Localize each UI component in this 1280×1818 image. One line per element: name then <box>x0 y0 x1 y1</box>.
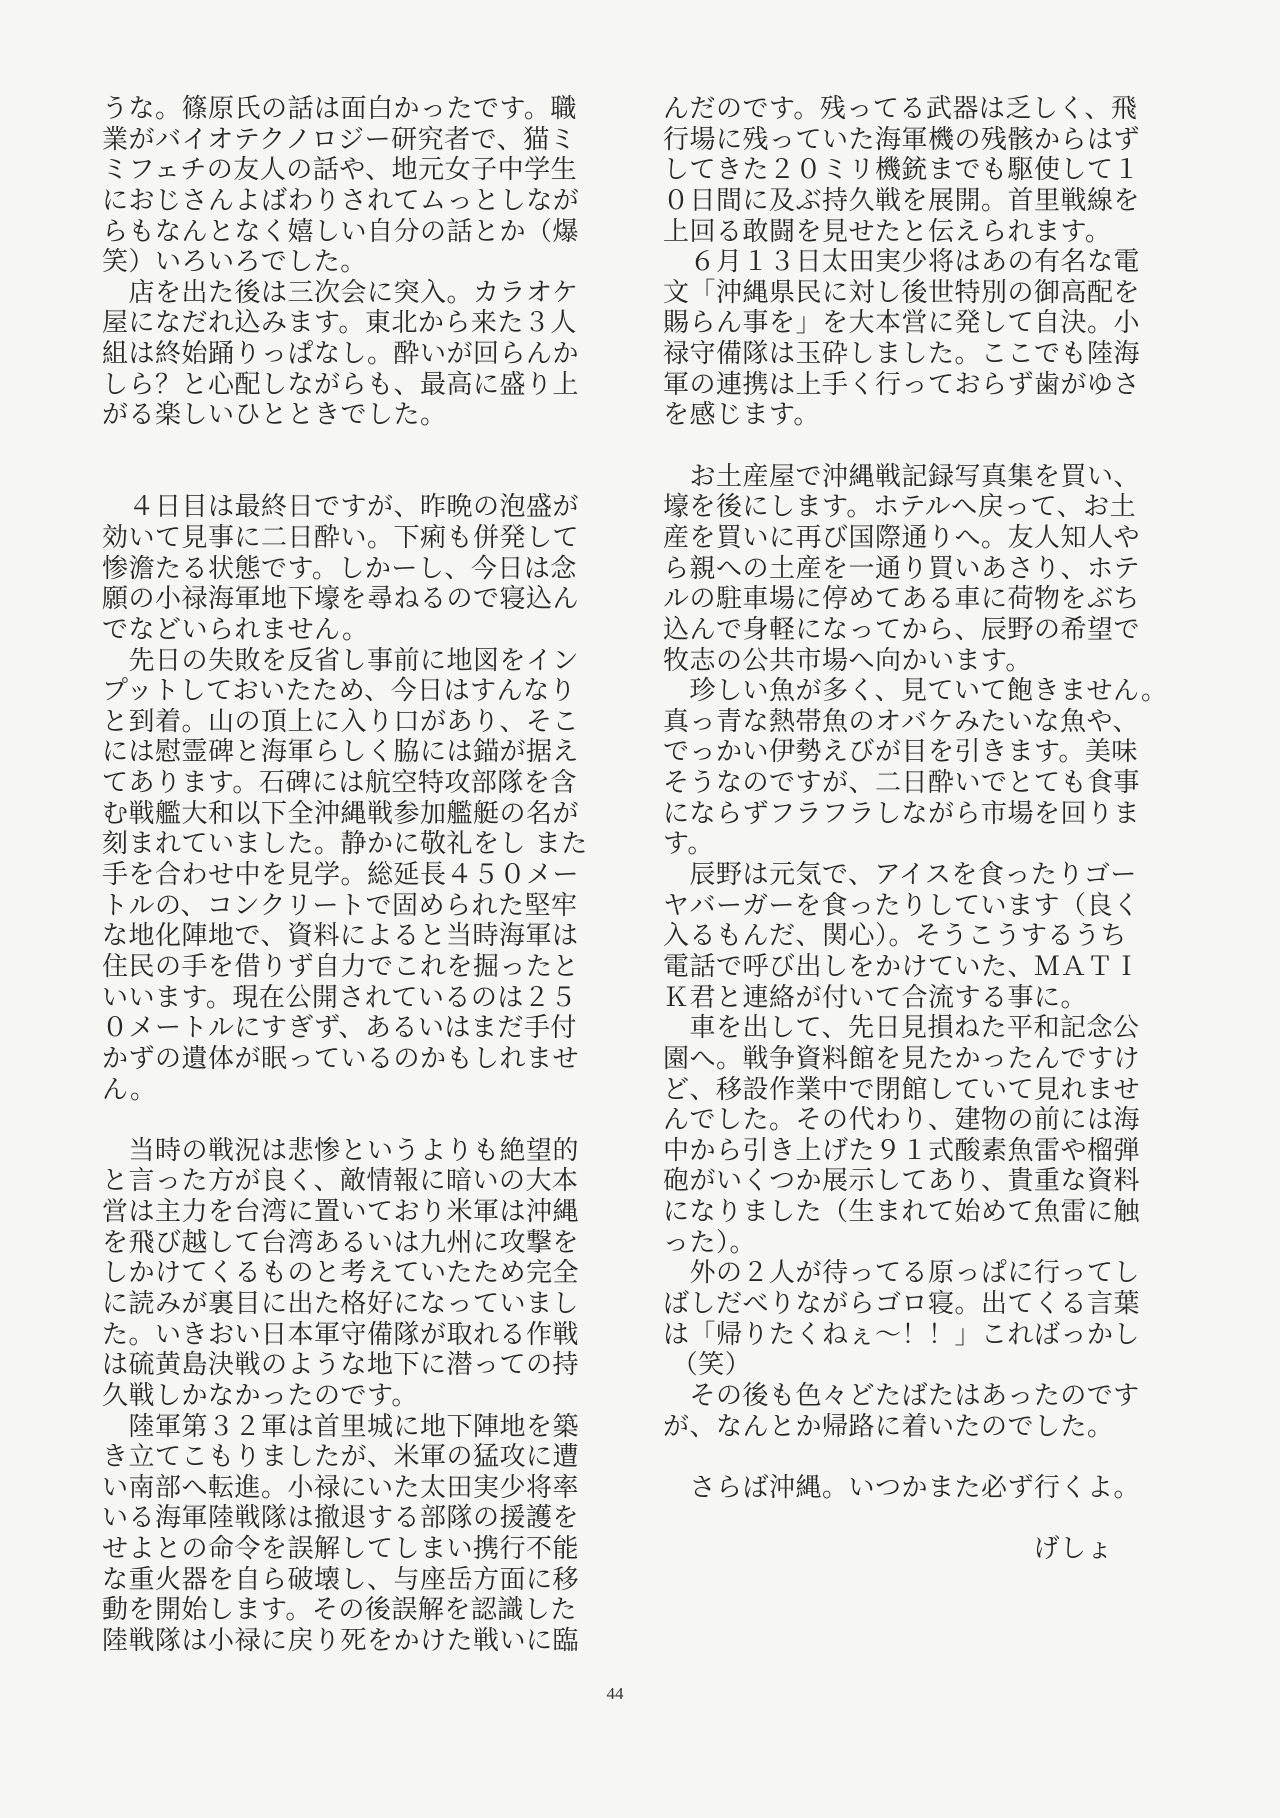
text-line: 入るもんだ、関心）。そうこうするうち <box>663 921 1128 952</box>
text-line: 当時の戦況は悲惨というよりも絶望的 <box>102 1135 580 1166</box>
text-line: 組は終始踊りっぱなし。酔いが回らんか <box>102 339 580 370</box>
text-line: プットしておいたため、今日はすんなり <box>102 676 577 707</box>
text-line: ミフェチの友人の話や、地元女子中学生 <box>102 155 578 186</box>
text-line: かずの遺体が眠っているのかもしれませ <box>102 1043 580 1074</box>
text-line: ヤバーガーを食ったりしています（良く <box>663 890 1140 921</box>
text-line: 行場に残っていた海軍機の残骸からはず <box>663 124 1141 155</box>
text-line: ん。 <box>102 1074 157 1105</box>
text-line: 久戦しかなかったのです。 <box>102 1380 418 1411</box>
text-line: に読みが裏目に出た格好になっていまし <box>102 1288 580 1319</box>
text-line: 中から引き上げた９１式酸素魚雷や榴弾 <box>663 1135 1141 1166</box>
text-line: 外の２人が待ってる原っぱに行ってし <box>663 1258 1141 1289</box>
text-line: ０日間に及ぶ持久戦を展開。首里戦線を <box>663 185 1141 216</box>
text-line: 営は主力を台湾に置いており米軍は沖縄 <box>102 1197 580 1228</box>
text-line: そうなのですが、二日酔いでとても食事 <box>663 768 1141 799</box>
text-line: 動を開始します。その後誤解を認識した <box>102 1595 577 1626</box>
text-line: してきた２０ミリ機銃までも駆使して１ <box>663 155 1141 186</box>
text-line: 込んで身軽になってから、辰野の希望で <box>663 614 1141 645</box>
text-line: でっかい伊勢えびが目を引きます。美味 <box>663 737 1138 768</box>
text-line <box>102 431 572 462</box>
text-line: 園へ。戦争資料館を見たかったんですけ <box>663 1043 1141 1074</box>
text-line: ルの駐車場に停めてある車に荷物をぶち <box>663 584 1141 615</box>
text-line: には慰霊碑と海軍らしく脇には錨が据え <box>102 737 580 768</box>
text-line: んだのです。残ってる武器は乏しく、飛 <box>663 94 1138 124</box>
page-number: 44 <box>606 1684 624 1703</box>
text-line: な地化陣地で、資料によると当時海軍は <box>102 921 579 952</box>
text-line: 住民の手を借りず自力でこれを掘ったと <box>102 951 580 982</box>
text-line: 真っ青な熱帯魚のオバケみたいな魚や、 <box>663 706 1139 737</box>
author-signature: げしょ <box>1033 1534 1113 1565</box>
text-line: 賜らん事を」を大本営に発して自決。小 <box>663 308 1141 339</box>
text-line: と言った方が良く、敵情報に暗いの大本 <box>102 1166 579 1197</box>
text-line: がる楽しいひとときでした。 <box>102 400 447 431</box>
text-line: 店を出た後は三次会に突入。カラオケ <box>102 277 579 308</box>
text-line: 電話で呼び出しをかけていた、ＭＡＴＩ <box>663 951 1141 982</box>
left-text-column <box>102 94 588 1657</box>
text-line: 先日の失敗を反省し事前に地図をイン <box>102 645 580 676</box>
text-line: 壕を後にします。ホテルへ戻って、お土 <box>663 492 1137 523</box>
text-line: な重火器を自ら破壊し、与座岳方面に移 <box>102 1564 580 1595</box>
text-line <box>663 1442 1133 1473</box>
text-line: が、なんとか帰路に着いたのでした。 <box>663 1411 1114 1442</box>
text-line: 陸戦隊は小禄に戻り死をかけた戦いに臨 <box>102 1626 580 1657</box>
text-line: を飛び越して台湾あるいは九州に攻撃を <box>102 1227 580 1258</box>
text-line: ０メートルにすぎず、あるいはまだ手付 <box>102 1013 577 1044</box>
text-line: ら親への土産を一通り買いあさり、ホテ <box>663 553 1141 584</box>
text-line: らもなんとなく嬉しい自分の話とか（爆 <box>102 216 580 247</box>
text-line: さらば沖縄。いつかまた必ず行くよ。 <box>663 1472 1141 1503</box>
text-line: 車を出して、先日見損ねた平和記念公 <box>663 1013 1140 1044</box>
text-line: うな。篠原氏の話は面白かったです。職 <box>102 94 577 124</box>
text-line: 惨澹たる状態です。しかーし、今日は念 <box>102 553 577 584</box>
text-line: 辰野は元気で、アイスを食ったりゴー <box>663 860 1137 891</box>
text-line: いる海軍陸戦隊は撤退する部隊の援護を <box>102 1503 580 1534</box>
text-line: 軍の連携は上手く行っておらず歯がゆさ <box>663 369 1141 400</box>
text-line: せよとの命令を誤解してしまい携行不能 <box>102 1534 580 1565</box>
text-line: 陸軍第３２軍は首里城に地下陣地を築 <box>102 1411 580 1442</box>
text-line: Ｋ君と連絡が付いて合流する事に。 <box>663 982 1088 1013</box>
text-line: になりました（生まれて始めて魚雷に触 <box>663 1197 1141 1228</box>
text-line: しら？と心配しながらも、最高に盛り上 <box>102 369 580 400</box>
text-line: 牧志の公共市場へ向かいます。 <box>663 645 1032 676</box>
text-line: てあります。石碑には航空特攻部隊を含 <box>102 768 577 799</box>
text-line: いいます。現在公開されているのは２５ <box>102 982 577 1013</box>
text-line <box>663 431 1133 462</box>
text-line: 刻まれていました。静かに敬礼をし また <box>102 829 588 860</box>
text-line: 効いて見事に二日酔い。下痢も併発して <box>102 522 580 553</box>
text-line: を感じます。 <box>663 400 820 431</box>
text-line: 屋になだれ込みます。東北から来た３人 <box>102 308 577 339</box>
text-line: い南部へ転進。小禄にいた太田実少将率 <box>102 1472 580 1503</box>
text-line: ばしだべりながらゴロ寝。出てくる言葉 <box>663 1288 1141 1319</box>
text-line: 禄守備隊は玉砕しました。ここでも陸海 <box>663 339 1141 370</box>
text-line: 業がバイオテクノロジー研究者で、猫ミ <box>102 124 577 155</box>
text-line: にならずフラフラしながら市場を回りま <box>663 798 1141 829</box>
text-line: った）。 <box>663 1227 757 1258</box>
text-line: 珍しい魚が多く、見ていて飽きません。 <box>663 676 1168 707</box>
text-line: 笑）いろいろでした。 <box>102 247 367 278</box>
text-line: ど、移設作業中で閉館していて見れませ <box>663 1074 1141 1105</box>
text-line: しかけてくるものと考えていたため完全 <box>102 1258 580 1289</box>
text-line: 産を買いに再び国際通りへ。友人知人や <box>663 522 1141 553</box>
text-line: （笑） <box>663 1350 752 1381</box>
text-line: お土産屋で沖縄戦記録写真集を買い、 <box>663 461 1141 492</box>
text-line: 文「沖縄県民に対し後世特別の御高配を <box>663 277 1141 308</box>
text-line: 上回る敢闘を見せたと伝えられます。 <box>663 216 1112 247</box>
text-line: におじさんよばわりされてムっとしなが <box>102 185 580 216</box>
text-line: す。 <box>663 829 714 860</box>
text-line: む戦艦大和以下全沖縄戦参加艦艇の名が <box>102 798 580 829</box>
text-line: 砲がいくつか展示してあり、貴重な資料 <box>663 1166 1141 1197</box>
right-text-column <box>663 94 1168 1565</box>
text-line: ４日目は最終日ですが、昨晩の泡盛が <box>102 492 580 523</box>
text-line: は硫黄島決戦のような地下に潜っての持 <box>102 1350 580 1381</box>
text-line: でなどいられません。 <box>102 614 369 645</box>
text-line <box>663 1503 1133 1534</box>
text-line: トルの、コンクリートで固められた堅牢 <box>102 890 578 921</box>
text-line: た。いきおい日本軍守備隊が取れる作戦 <box>102 1319 580 1350</box>
text-line: は「帰りたくねぇ～！！」こればっかし <box>663 1319 1141 1350</box>
text-line: 手を合わせ中を見学。総延長４５０メー <box>102 860 580 891</box>
text-line <box>102 462 572 493</box>
text-line <box>102 1105 572 1136</box>
text-line: と到着。山の頂上に入り口があり、そこ <box>102 706 580 737</box>
text-line: ６月１３日太田実少将はあの有名な電 <box>663 247 1141 278</box>
text-line: んでした。その代わり、建物の前には海 <box>663 1105 1141 1136</box>
text-line: その後も色々どたばたはあったのです <box>663 1380 1140 1411</box>
text-line: 願の小禄海軍地下壕を尋ねるので寝込ん <box>102 584 580 615</box>
text-line: き立てこもりましたが、米軍の猛攻に遭 <box>102 1442 580 1473</box>
